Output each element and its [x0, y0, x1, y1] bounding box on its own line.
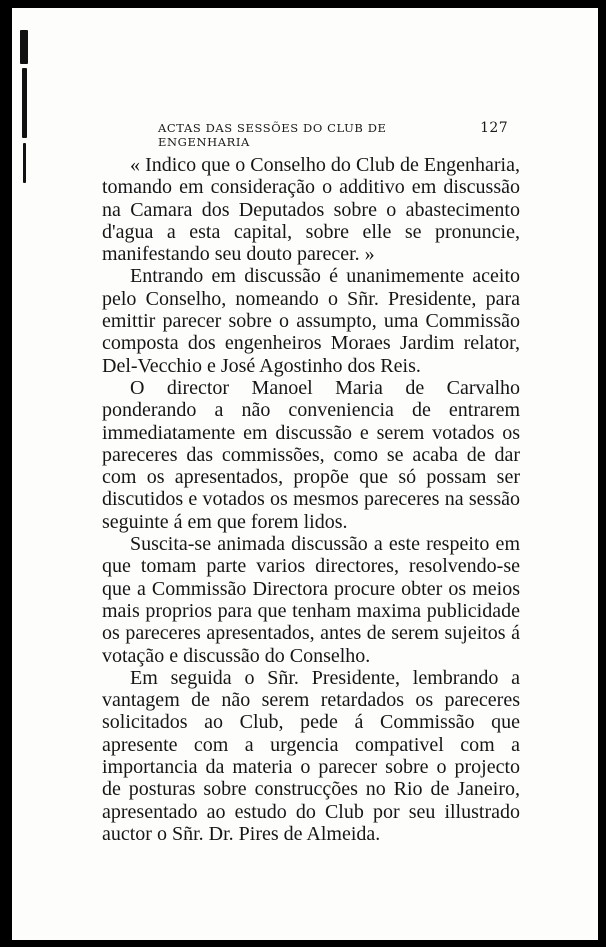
paragraph: O director Manoel Maria de Carvalho ponderando a não conveniencia de entrarem immediatamente em discussão e serem votados os pareceres das commissões, como se acaba de dar com os apresentados, propõe que só possam ser discutidos e votados os mesmos pareceres na sessão seguinte á em que forem lidos. [102, 376, 520, 533]
binding-shadow [22, 68, 27, 138]
body-text [102, 154, 520, 845]
paragraph: Entrando em discussão é unanimemente aceito pelo Conselho, nomeando o Sñr. Presidente, para emittir parecer sobre o assumpto, uma Commissão composta dos engenheiros Moraes Jardim relator, Del-Vecchio e José Agostinho dos Reis. [102, 265, 520, 377]
running-header [158, 120, 508, 149]
paragraph: « Indico que o Conselho do Club de Engenharia, tomando em consideração o additivo em discussão na Camara dos Deputados sobre o abastecimento d'agua a esta capital, sobre elle se pronuncie, manifestando seu douto parecer. » [102, 154, 520, 266]
paragraph: Suscita-se animada discussão a este respeito em que tomam parte varios directores, resolvendo-se que a Commissão Directora procure obter os meios mais proprios para que tenham maxima publicidade os pareceres apresentados, antes de serem sujeitos á votação e discussão do Conselho. [102, 533, 520, 667]
binding-shadow [20, 30, 28, 64]
paragraph: Em seguida o Sñr. Presidente, lembrando a vantagem de não serem retardados os pareceres solicitados ao Club, pede á Commissão que apresente com a urgencia compativel com a importancia da materia o parecer sobre o projecto de posturas sobre construcções no Rio de Janeiro, apresentado ao estudo do Club por seu illustrado auctor o Sñr. Dr. Pires de Almeida. [102, 666, 520, 845]
binding-shadow [23, 143, 26, 183]
running-title: ACTAS DAS SESSÕES DO CLUB DE ENGENHARIA [158, 121, 387, 149]
book-page [12, 8, 598, 940]
page-number: 127 [480, 120, 508, 136]
